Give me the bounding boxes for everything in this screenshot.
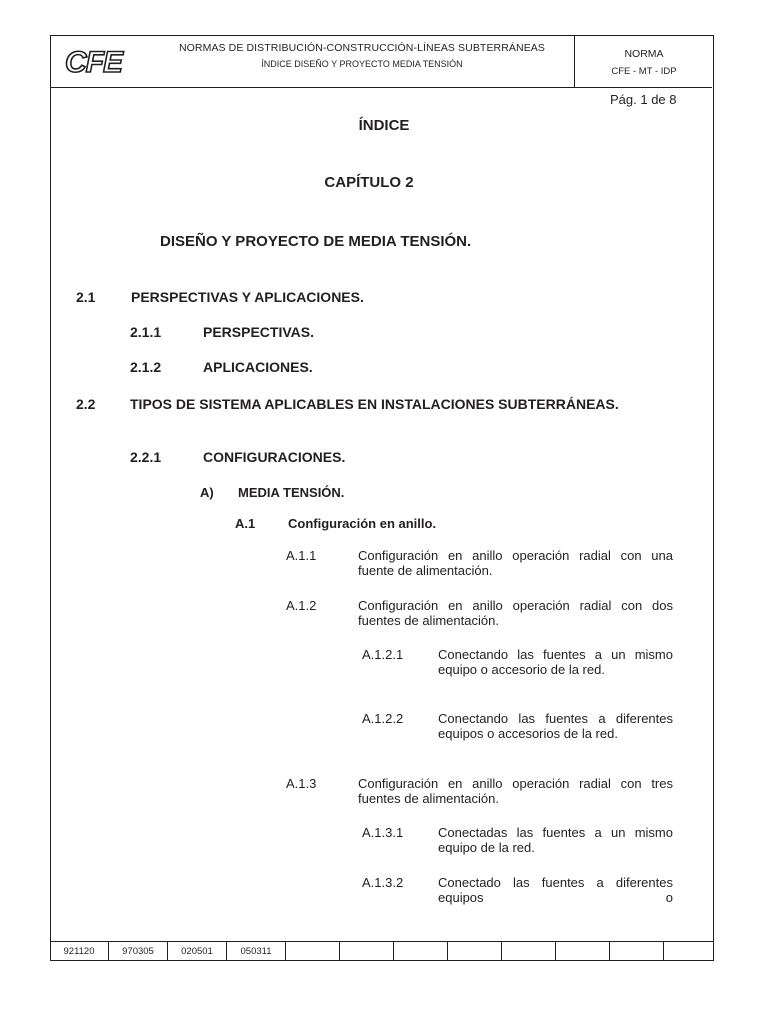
header-title-line2: ÍNDICE DISEÑO Y PROYECTO MEDIA TENSIÓN xyxy=(261,59,463,69)
toc-entry-number: A.1.2 xyxy=(286,598,317,613)
revision-cell xyxy=(448,942,502,960)
toc-entry-number: A.1.1 xyxy=(286,548,317,563)
toc-entry-number: A.1.3.2 xyxy=(362,875,404,890)
revision-table xyxy=(50,942,714,960)
norma-code: CFE - MT - IDP xyxy=(611,66,677,77)
toc-entry-text: Conectando las fuentes a diferentes equipos o accesorios de la red. xyxy=(438,711,673,741)
header-titles xyxy=(147,36,577,69)
revision-footer xyxy=(50,941,714,959)
revision-cell: 020501 xyxy=(168,942,227,960)
header-norma xyxy=(576,36,712,77)
toc-entry-number: 2.1 xyxy=(76,289,96,305)
revision-cell xyxy=(556,942,610,960)
revision-cell xyxy=(664,942,714,960)
toc-entry-text: Configuración en anillo operación radial con dos fuentes de alimentación. xyxy=(358,598,673,628)
index-heading: ÍNDICE xyxy=(358,117,410,134)
revision-cell: 970305 xyxy=(109,942,168,960)
toc-entry-number: A.1.2.2 xyxy=(362,711,404,726)
toc-entry-text: TIPOS DE SISTEMA APLICABLES EN INSTALACIONES SUBTERRÁNEAS. xyxy=(130,396,619,412)
header-divider xyxy=(574,36,575,87)
chapter-heading: CAPÍTULO 2 xyxy=(324,174,414,191)
chapter-title: DISEÑO Y PROYECTO DE MEDIA TENSIÓN. xyxy=(160,233,472,250)
document-header xyxy=(51,36,712,88)
toc-entry-number: A) xyxy=(200,485,214,500)
page-number: Pág. 1 de 8 xyxy=(610,92,677,107)
revision-cell xyxy=(502,942,556,960)
revision-cell xyxy=(610,942,664,960)
toc-entry-text: Conectando las fuentes a un mismo equipo o accesorio de la red. xyxy=(438,647,673,677)
toc-entry-text: Configuración en anillo operación radial con tres fuentes de alimentación. xyxy=(358,776,673,806)
toc-entry-text: PERSPECTIVAS. xyxy=(203,324,314,340)
toc-entry-number: 2.1.1 xyxy=(130,324,162,340)
toc-entry-text: CONFIGURACIONES. xyxy=(203,449,346,465)
toc-entry-number: A.1 xyxy=(235,516,256,531)
toc-entry-number: A.1.3.1 xyxy=(362,825,404,840)
revision-cell xyxy=(394,942,448,960)
revision-cell xyxy=(340,942,394,960)
revision-cell: 050311 xyxy=(227,942,286,960)
cfe-logo: CFE xyxy=(65,46,122,79)
revision-cell: 921120 xyxy=(50,942,109,960)
header-title-line1: NORMAS DE DISTRIBUCIÓN-CONSTRUCCIÓN-LÍNEAS SUBTERRÁNEAS xyxy=(178,42,546,54)
revision-cell xyxy=(286,942,340,960)
toc-entry-text: Conectado las fuentes a diferentes equipos o xyxy=(438,875,673,905)
toc-entry-text: Configuración en anillo operación radial con una fuente de alimentación. xyxy=(358,548,673,578)
toc-entry-text: MEDIA TENSIÓN. xyxy=(238,485,345,500)
toc-entry-number: 2.1.2 xyxy=(130,359,162,375)
norma-label: NORMA xyxy=(624,48,664,60)
toc-entry-text: Conectadas las fuentes a un mismo equipo de la red. xyxy=(438,825,673,855)
toc-entry-number: 2.2 xyxy=(76,396,96,412)
toc-entry-text: Configuración en anillo. xyxy=(288,516,437,531)
toc-entry-text: PERSPECTIVAS Y APLICACIONES. xyxy=(131,289,364,305)
toc-entry-text: APLICACIONES. xyxy=(203,359,313,375)
toc-entry-number: A.1.2.1 xyxy=(362,647,404,662)
toc-entry-number: A.1.3 xyxy=(286,776,317,791)
toc-entry-number: 2.2.1 xyxy=(130,449,162,465)
